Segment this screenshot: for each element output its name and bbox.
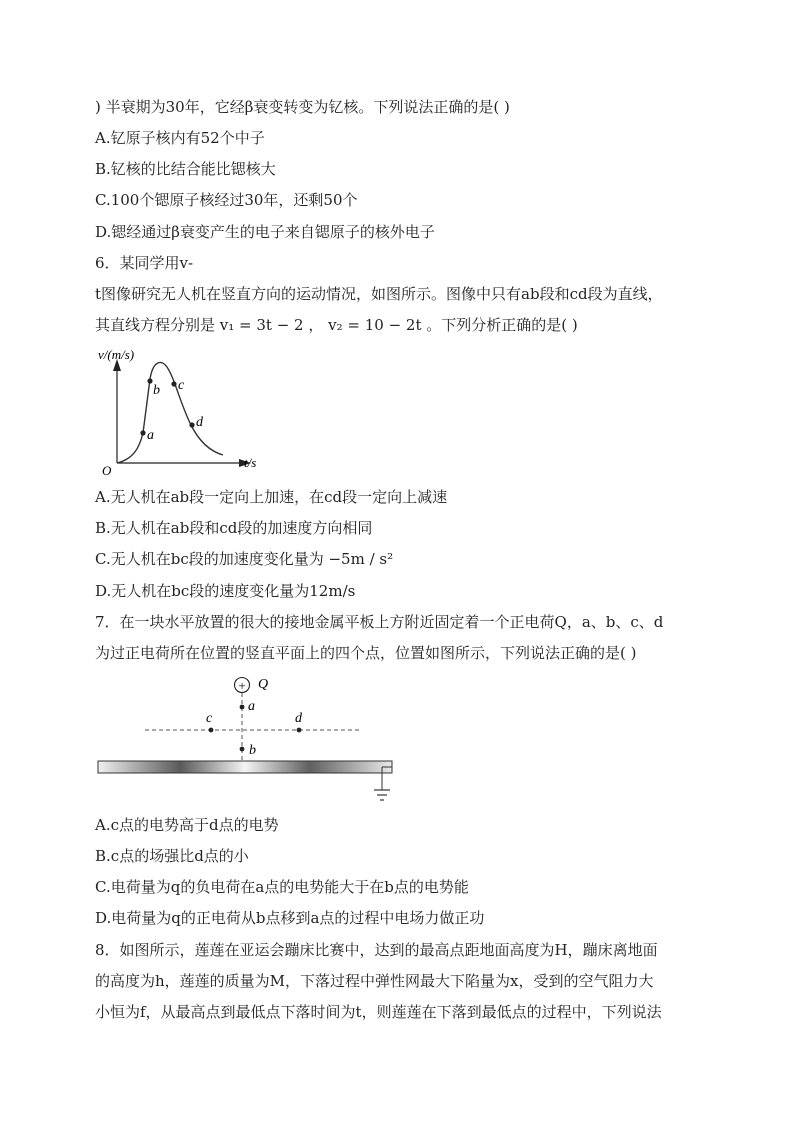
q6-label-d: d bbox=[196, 415, 203, 430]
q7-metal-plate bbox=[98, 761, 392, 773]
q6-option-a: A.无人机在ab段一定向上加速，在cd段一定向上减速 bbox=[95, 488, 448, 506]
q7-option-d: D.电荷量为q的正电荷从b点移到a点的过程中电场力做正功 bbox=[95, 909, 485, 927]
q8-stem-line-3: 小恒为f，从最高点到最低点下落时间为t，则莲莲在下落到最低点的过程中，下列说法 bbox=[95, 1003, 662, 1021]
q5-option-b: B.钇核的比结合能比锶核大 bbox=[95, 160, 276, 178]
q7-option-b: B.c点的场强比d点的小 bbox=[95, 847, 249, 865]
q6-label-b: b bbox=[153, 383, 160, 398]
q7-stem-line-2: 为过正电荷所在位置的竖直平面上的四个点，位置如图所示，下列说法正确的是( ) bbox=[95, 644, 637, 662]
q6-point-a bbox=[140, 430, 145, 435]
q6-stem-line-1: 6．某同学用v- bbox=[95, 254, 194, 272]
q8-stem-line-1: 8．如图所示，莲莲在亚运会蹦床比赛中，达到的最高点距地面高度为H，蹦床离地面 bbox=[95, 941, 658, 959]
q6-stem-line-3: 其直线方程分别是 v₁ = 3t − 2 ， v₂ = 10 − 2t 。下列分析正确的是( ) bbox=[95, 316, 578, 334]
q6-stem-line-2: t图像研究无人机在竖直方向的运动情况，如图所示。图像中只有ab段和cd段为直线， bbox=[95, 285, 663, 303]
q5-option-d: D.锶经通过β衰变产生的电子来自锶原子的核外电子 bbox=[95, 223, 435, 241]
q6-y-label: v/(m/s) bbox=[98, 347, 135, 362]
q6-point-b bbox=[147, 378, 152, 383]
q7-option-a: A.c点的电势高于d点的电势 bbox=[95, 816, 279, 834]
q7-point-a bbox=[240, 705, 245, 710]
q5-option-a: A.钇原子核内有52个中子 bbox=[95, 129, 265, 147]
q7-point-b bbox=[240, 747, 245, 752]
q6-vt-curve bbox=[117, 363, 223, 463]
q5-option-c: C.100个锶原子核经过30年，还剩50个 bbox=[95, 191, 358, 209]
q7-label-b: b bbox=[249, 743, 256, 758]
q6-origin-label: O bbox=[102, 463, 112, 475]
q7-point-d bbox=[297, 728, 302, 733]
q6-point-c bbox=[171, 381, 176, 386]
q7-stem-line-1: 7．在一块水平放置的很大的接地金属平板上方附近固定着一个正电荷Q，a、b、c、d bbox=[95, 613, 664, 631]
q6-vt-graph bbox=[95, 345, 270, 475]
q7-label-a: a bbox=[248, 699, 255, 714]
q7-charge-label: Q bbox=[258, 677, 269, 692]
q6-point-d bbox=[189, 422, 194, 427]
q7-charge-sign: + bbox=[238, 678, 246, 693]
q6-x-label: t/s bbox=[244, 455, 257, 470]
q6-label-a: a bbox=[147, 428, 154, 443]
q7-charge-plate-figure bbox=[95, 670, 400, 810]
q7-point-c bbox=[209, 728, 214, 733]
q6-option-c: C.无人机在bc段的加速度变化量为 −5m / s² bbox=[95, 550, 394, 568]
q5-stem: ) 半衰期为30年，它经β衰变转变为钇核。下列说法正确的是( ) bbox=[95, 98, 510, 116]
q6-option-d: D.无人机在bc段的速度变化量为12m/s bbox=[95, 582, 356, 600]
q7-label-c: c bbox=[206, 711, 213, 726]
q7-option-c: C.电荷量为q的负电荷在a点的电势能大于在b点的电势能 bbox=[95, 878, 469, 896]
q8-stem-line-2: 的高度为h，莲莲的质量为M，下落过程中弹性网最大下陷量为x，受到的空气阻力大 bbox=[95, 972, 654, 990]
q6-option-b: B.无人机在ab段和cd段的加速度方向相同 bbox=[95, 519, 373, 537]
q6-label-c: c bbox=[178, 378, 185, 393]
q7-label-d: d bbox=[295, 711, 302, 726]
